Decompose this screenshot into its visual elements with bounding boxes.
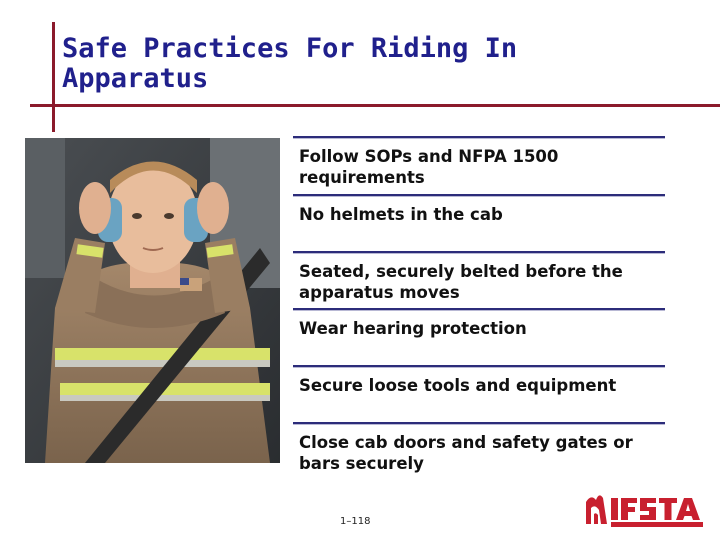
ifsta-logo [583, 490, 713, 530]
bullet-text: Seated, securely belted before the apparatus moves [299, 262, 623, 302]
slide-title: Safe Practices For Riding In Apparatus [62, 33, 518, 94]
list-item [293, 194, 665, 251]
page-number: 1–118 [340, 516, 371, 527]
firefighter-photo [25, 138, 280, 463]
firefighter-hearing-protection-photo [25, 138, 280, 463]
bullet-text: Follow SOPs and NFPA 1500 requirements [299, 147, 559, 187]
bullet-text: Secure loose tools and equipment [299, 376, 617, 395]
bullet-text: No helmets in the cab [299, 205, 503, 224]
ifsta-logo-icon [583, 490, 713, 530]
list-item [293, 422, 665, 479]
list-item [293, 251, 665, 308]
list-item [293, 308, 665, 365]
accent-vertical-line [52, 22, 55, 132]
accent-horizontal-line [30, 104, 720, 107]
list-item [293, 365, 665, 422]
bullet-text: Wear hearing protection [299, 319, 527, 338]
list-item [293, 136, 665, 194]
bullet-text: Close cab doors and safety gates or bars securely [299, 433, 633, 473]
